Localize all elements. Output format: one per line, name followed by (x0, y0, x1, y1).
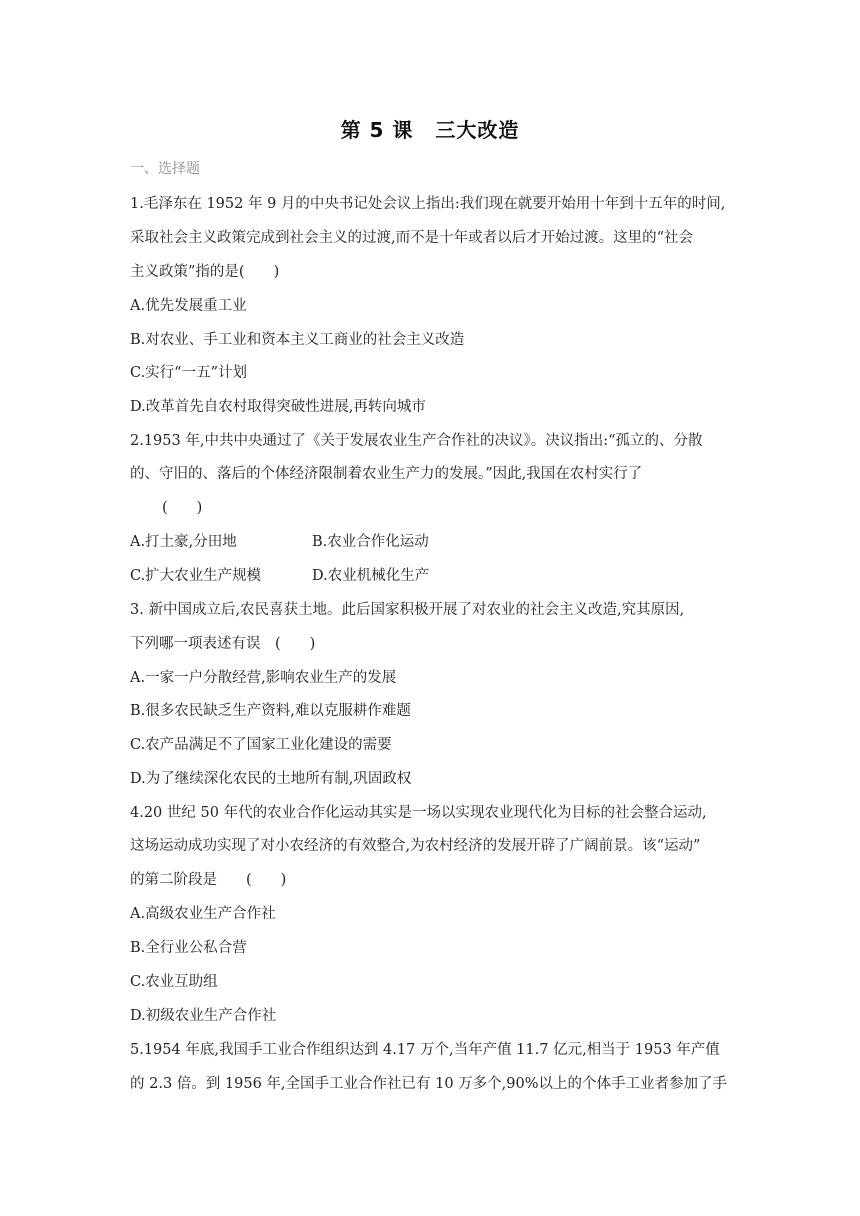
page-title (0, 114, 860, 143)
q3-stem-line-1: 3. 新中国成立后,农民喜获土地。此后国家积极开展了对农业的社会主义改造,究其原因, (130, 602, 685, 618)
q1-stem-line-1: 1.毛泽东在 1952 年 9 月的中央书记处会议上指出:我们现在就要开始用十年到十五年的时间, (130, 196, 726, 212)
section-heading: 一、选择题 (130, 161, 200, 177)
lesson-number: 第 5 课 (340, 118, 414, 142)
q1-stem-line-2: 采取社会主义政策完成到社会主义的过渡,而不是十年或者以后才开始过渡。这里的“社会 (130, 230, 694, 246)
q2-option-a: A.打土豪,分田地 (130, 534, 237, 550)
q3-option-a: A.一家一户分散经营,影响农业生产的发展 (130, 670, 397, 686)
q4-option-a: A.高级农业生产合作社 (130, 906, 276, 922)
q1-stem-line-3: 主义政策”指的是( ) (130, 264, 280, 280)
q4-stem-line-1: 4.20 世纪 50 年代的农业合作化运动其实是一场以实现农业现代化为目标的社会整合运动, (130, 805, 707, 821)
q4-option-d: D.初级农业生产合作社 (130, 1008, 277, 1024)
q4-option-c: C.农业互助组 (130, 974, 218, 990)
q2-option-c: C.扩大农业生产规模 (130, 568, 262, 584)
q3-stem-line-2: 下列哪一项表述有误 ( ) (130, 636, 316, 652)
q5-stem-line-1: 5.1954 年底,我国手工业合作组织达到 4.17 万个,当年产值 11.7 亿元,相当于 1953 年产值 (130, 1042, 720, 1058)
q1-option-c: C.实行“一五”计划 (130, 365, 248, 381)
q5-stem-line-2: 的 2.3 倍。到 1956 年,全国手工业合作社已有 10 万多个,90%以上的个体手工业者参加了手 (130, 1076, 728, 1092)
q4-stem-line-3: 的第二阶段是 ( ) (130, 872, 287, 888)
q3-option-b: B.很多农民缺乏生产资料,难以克服耕作难题 (130, 703, 411, 719)
q2-option-b: B.农业合作化运动 (312, 534, 429, 550)
q2-option-d: D.农业机械化生产 (312, 568, 430, 584)
q4-option-b: B.全行业公私合营 (130, 940, 247, 956)
q3-option-c: C.农产品满足不了国家工业化建设的需要 (130, 737, 392, 753)
q1-option-d: D.改革首先自农村取得突破性进展,再转向城市 (130, 399, 426, 415)
q4-stem-line-2: 这场运动成功实现了对小农经济的有效整合,为农村经济的发展开辟了广阔前景。该“运动” (130, 838, 701, 854)
q2-stem-line-3: ( ) (162, 500, 203, 516)
q2-stem-line-2: 的、守旧的、落后的个体经济限制着农业生产力的发展。”因此,我国在农村实行了 (130, 466, 643, 482)
lesson-topic: 三大改造 (435, 118, 520, 142)
q1-option-a: A.优先发展重工业 (130, 298, 247, 314)
q1-option-b: B.对农业、手工业和资本主义工商业的社会主义改造 (130, 332, 465, 348)
q2-stem-line-1: 2.1953 年,中共中央通过了《关于发展农业生产合作社的决议》。决议指出:“孤立的、分散 (130, 433, 703, 449)
q3-option-d: D.为了继续深化农民的土地所有制,巩固政权 (130, 771, 412, 787)
